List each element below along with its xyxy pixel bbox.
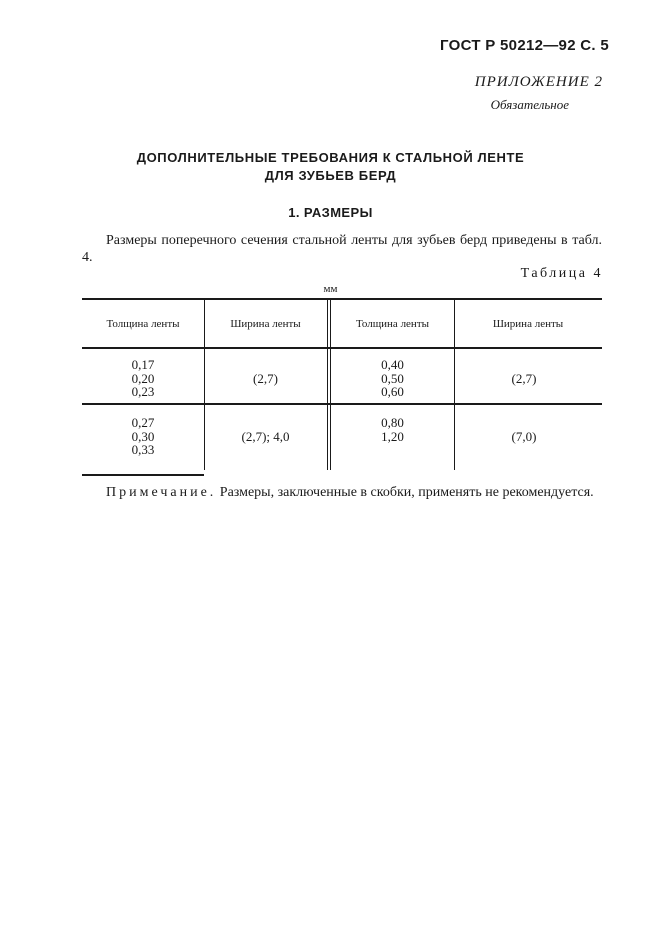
table-cell-value: 1,20 [381,428,404,444]
table-cell-value: 0,40 [381,357,404,372]
section-paragraph-text: Размеры поперечного сечения стальной ленты для зубьев берд приведены в табл. 4. [82,233,602,265]
table-col-rule-1 [204,299,205,470]
table-top-rule [82,298,602,300]
table-col-rule-2b [330,299,331,470]
table-header-rule [82,347,602,349]
table-row-1-thickness-left [82,358,204,399]
table-cell-value: 0,33 [131,442,155,457]
note-label: Примечание. [106,485,217,500]
table-label: Таблица 4 [520,266,603,281]
table-header-width-1: Ширина ленты [230,318,301,330]
table-row-2-width-right: (7,0) [511,429,537,444]
table-row-2-width-left: (2,7); 4,0 [241,429,290,444]
table-unit: мм [323,283,338,295]
table-col-rule-2a [327,299,328,470]
document-title-line-2: ДЛЯ ЗУБЬЕВ БЕРД [264,168,397,183]
table-cell-value: 0,27 [131,415,155,430]
appendix-label: ПРИЛОЖЕНИЕ 2 [474,74,603,90]
section-heading: 1. РАЗМЕРЫ [288,205,373,220]
mandatory-label: Обязательное [490,97,569,112]
table-row-1-width-right: (2,7) [511,371,537,386]
table-row-2-thickness-left [82,416,204,457]
document-title-line-1: ДОПОЛНИТЕЛЬНЫЕ ТРЕБОВАНИЯ К СТАЛЬНОЙ ЛЕНТЕ [136,150,525,165]
table-cell-value: 0,80 [381,415,404,430]
table-header-width-2: Ширина ленты [492,318,564,330]
table-row-rule [82,403,602,405]
table-cell-value: 0,30 [131,428,155,444]
table-header-thickness-1: Толщина ленты [106,318,180,330]
table-header-thickness-2: Толщина ленты [355,318,430,330]
table-cell-value: 0,60 [381,384,404,399]
table-col-rule-3 [454,299,455,470]
section-paragraph [82,232,602,266]
table-cell-value: 0,50 [381,370,404,386]
table-cell-value: 0,17 [131,357,155,372]
table-note [82,484,602,501]
table-row-1-thickness-right [331,358,454,399]
table-row-1-width-left: (2,7) [253,371,278,386]
table-cell-value: 0,20 [131,370,155,386]
table-bottom-stub [82,474,204,476]
table-row-2-thickness-right [331,416,454,443]
note-text: Размеры, заключенные в скобки, применять не рекомендуется. [219,485,594,500]
table-cell-value: 0,23 [131,384,155,399]
standard-code: ГОСТ Р 50212—92 С. 5 [440,37,610,54]
